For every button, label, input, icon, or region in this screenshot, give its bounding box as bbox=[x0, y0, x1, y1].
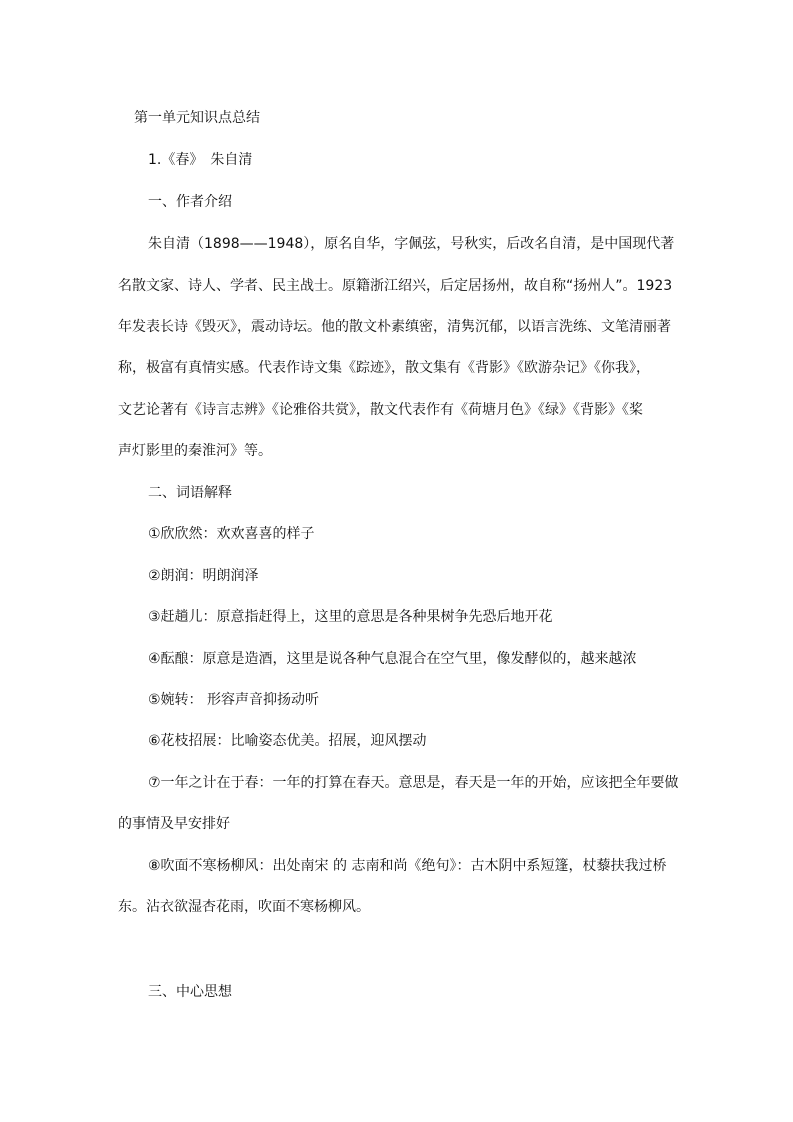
author-paragraph-line: 称，极富有真情实感。代表作诗文集《踪迹》，散文集有《背影》《欧游杂记》《你我》， bbox=[118, 360, 650, 376]
vocab-item-8-line: ⑧吹面不寒杨柳风：出处南宋 的 志南和尚《绝句》：古木阴中系短篷，杖藜扶我过桥 bbox=[148, 858, 667, 874]
vocab-item-7-line: 的事情及早安排好 bbox=[118, 816, 230, 832]
vocab-heading: 二、词语解释 bbox=[148, 485, 232, 501]
vocab-item: ⑥花枝招展：比喻姿态优美。招展，迎风摆动 bbox=[148, 733, 427, 749]
theme-heading: 三、中心思想 bbox=[148, 984, 232, 1000]
document-title: 第一单元知识点总结 bbox=[134, 110, 260, 126]
author-paragraph-line: 文艺论著有《诗言志辨》《论雅俗共赏》，散文代表作有《荷塘月色》《绿》《背影》《桨 bbox=[118, 402, 643, 418]
vocab-item: ①欣欣然：欢欢喜喜的样子 bbox=[148, 526, 315, 542]
author-paragraph-line: 朱自清（1898——1948），原名自华，字佩弦，号秋实，后改名自清，是中国现代著 bbox=[148, 236, 675, 252]
author-paragraph-line: 名散文家、诗人、学者、民主战士。原籍浙江绍兴，后定居扬州，故自称“扬州人”。1923 bbox=[118, 278, 673, 294]
lesson-heading: 1.《春》 朱自清 bbox=[148, 152, 253, 168]
author-paragraph-line: 声灯影里的秦淮河》等。 bbox=[118, 443, 272, 459]
author-heading: 一、作者介绍 bbox=[148, 194, 232, 210]
vocab-item-7-line: ⑦一年之计在于春：一年的打算在春天。意思是，春天是一年的开始，应该把全年要做 bbox=[148, 775, 679, 791]
vocab-item: ④酝酿：原意是造酒，这里是说各种气息混合在空气里，像发酵似的，越来越浓 bbox=[148, 651, 637, 667]
vocab-item: ⑤婉转： 形容声音抑扬动听 bbox=[148, 692, 320, 708]
vocab-item: ③赶趟儿：原意指赶得上，这里的意思是各种果树争先恐后地开花 bbox=[148, 609, 553, 625]
author-paragraph-line: 年发表长诗《毁灭》，震动诗坛。他的散文朴素缜密，清隽沉郁，以语言洗练、文笔清丽著 bbox=[118, 319, 671, 335]
vocab-item: ②朗润：明朗润泽 bbox=[148, 568, 259, 584]
vocab-item-8-line: 东。沾衣欲湿杏花雨，吹面不寒杨柳风。 bbox=[118, 899, 370, 915]
